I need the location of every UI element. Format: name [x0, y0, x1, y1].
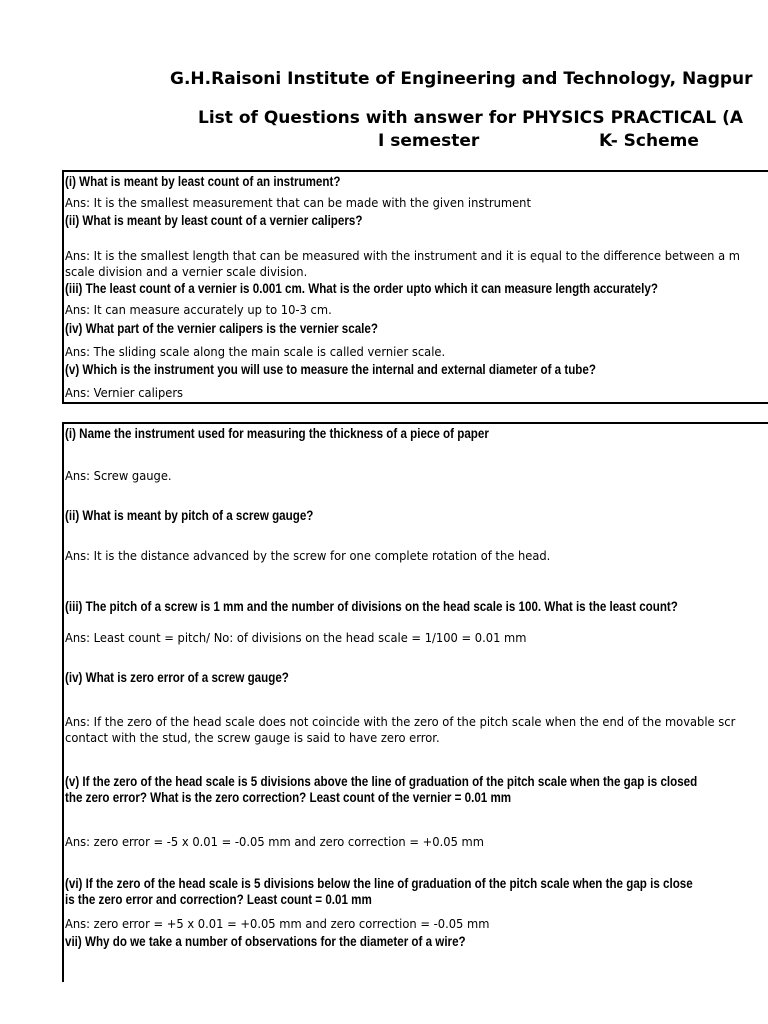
- answer-text-continued: contact with the stud, the screw gauge is said to have zero error.: [65, 730, 440, 745]
- answer-text: Ans: Least count = pitch/ No: of divisions on the head scale = 1/100 = 0.01 mm: [65, 630, 527, 645]
- answer-text: Ans: The sliding scale along the main scale is called vernier scale.: [65, 344, 446, 359]
- question-text: (v) If the zero of the head scale is 5 divisions above the line of graduation of the pitch scale when the gap is closed: [65, 774, 698, 789]
- answer-text: Ans: It is the smallest length that can be measured with the instrument and it is equal to the difference between a m: [65, 248, 741, 263]
- question-text: (iii) The least count of a vernier is 0.001 cm. What is the order upto which it can measure length accurately?: [65, 281, 658, 296]
- question-text-continued: the zero error? What is the zero correction? Least count of the vernier = 0.01 mm: [65, 790, 512, 805]
- question-text: (i) Name the instrument used for measuring the thickness of a piece of paper: [65, 426, 489, 441]
- answer-text: Ans: Vernier calipers: [65, 385, 184, 400]
- question-text: (ii) What is meant by pitch of a screw gauge?: [65, 508, 314, 523]
- answer-text: Ans: It is the smallest measurement that can be made with the given instrument: [65, 195, 531, 210]
- question-text: vii) Why do we take a number of observations for the diameter of a wire?: [65, 934, 466, 949]
- vernier-questions-section: [62, 170, 768, 404]
- question-text-continued: is the zero error and correction? Least count = 0.01 mm: [65, 892, 372, 907]
- question-text: (iv) What part of the vernier calipers is the vernier scale?: [65, 321, 378, 336]
- answer-text: Ans: If the zero of the head scale does not coincide with the zero of the pitch scale when the end of the movable scr: [65, 714, 736, 729]
- answer-text: Ans: zero error = +5 x 0.01 = +0.05 mm and zero correction = -0.05 mm: [65, 916, 490, 931]
- question-text: (iv) What is zero error of a screw gauge?: [65, 670, 289, 685]
- answer-text: Ans: Screw gauge.: [65, 468, 172, 483]
- question-text: (iii) The pitch of a screw is 1 mm and the number of divisions on the head scale is 100. What is the least count?: [65, 599, 678, 614]
- screw-gauge-questions-section: [62, 422, 768, 982]
- question-text: (ii) What is meant by least count of a vernier calipers?: [65, 213, 363, 228]
- question-text: (v) Which is the instrument you will use to measure the internal and external diameter of a tube?: [65, 362, 596, 377]
- scheme-label: K- Scheme: [599, 131, 699, 151]
- answer-text: Ans: It is the distance advanced by the screw for one complete rotation of the head.: [65, 548, 551, 563]
- question-text: (i) What is meant by least count of an instrument?: [65, 174, 341, 189]
- answer-text-continued: scale division and a vernier scale division.: [65, 264, 308, 279]
- list-title: List of Questions with answer for PHYSICS PRACTICAL (A: [198, 108, 744, 128]
- answer-text: Ans: zero error = -5 x 0.01 = -0.05 mm and zero correction = +0.05 mm: [65, 834, 484, 849]
- answer-text: Ans: It can measure accurately up to 10-3 cm.: [65, 302, 332, 317]
- semester-label: I semester: [378, 131, 480, 151]
- institute-title: G.H.Raisoni Institute of Engineering and Technology, Nagpur: [170, 69, 753, 89]
- question-text: (vi) If the zero of the head scale is 5 divisions below the line of graduation of the pitch scale when the gap is close: [65, 876, 693, 891]
